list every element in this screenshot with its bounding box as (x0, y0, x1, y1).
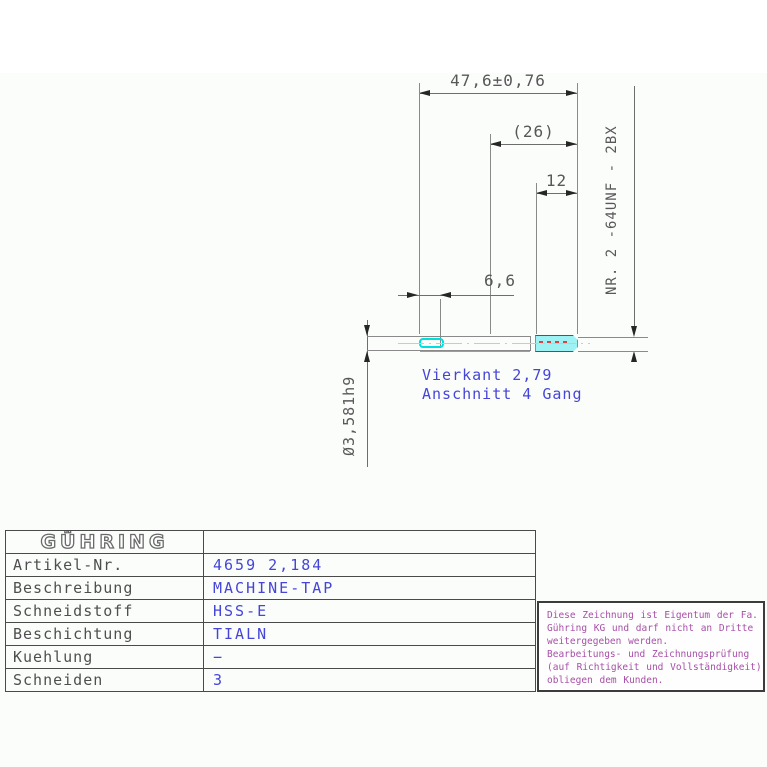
table-row (6, 646, 536, 669)
arrowhead-icon (407, 292, 418, 298)
tool-shank-outline-cyan (420, 351, 530, 352)
row-value: MACHINE-TAP (204, 577, 536, 600)
dim-overall-length-line (419, 93, 577, 94)
arrowhead-icon (631, 351, 637, 362)
table-row (6, 531, 536, 554)
table-row (6, 600, 536, 623)
disclaimer-line: (auf Richtigkeit und Vollständigkeit) (547, 662, 762, 674)
disclaimer-line: Bearbeitungs- und Zeichnungsprüfung (547, 649, 750, 661)
dim-neck-length-line (490, 144, 577, 145)
extension-line (419, 83, 420, 334)
dim-neck-length-text: (26) (512, 122, 555, 141)
extension-line (578, 337, 648, 338)
arrowhead-icon (536, 190, 547, 196)
table-row (6, 577, 536, 600)
arrowhead-icon (440, 292, 451, 298)
arrowhead-icon (490, 141, 501, 147)
row-value: 3 (204, 669, 536, 692)
row-label: Beschreibung (6, 577, 204, 600)
dim-shank-diameter-line (367, 320, 368, 467)
dim-thread-length-text: 12 (545, 171, 568, 190)
table-row (6, 623, 536, 646)
disclaimer-line: Diese Zeichnung ist Eigentum der Fa. (547, 610, 758, 621)
arrowhead-icon (566, 141, 577, 147)
logo-cell (6, 531, 204, 554)
guehring-logo: GÜHRING (40, 531, 169, 553)
row-value: 4659 2,184 (204, 554, 536, 577)
logo-cell-empty (204, 531, 536, 554)
table-row (6, 554, 536, 577)
thread-callout-line (634, 86, 635, 332)
arrowhead-icon (566, 190, 577, 196)
row-label: Schneiden (6, 669, 204, 692)
arrowhead-icon (419, 90, 430, 96)
arrowhead-icon (364, 325, 370, 336)
arrowhead-icon (631, 326, 637, 337)
thread-spec-text: NR. 2 -64UNF - 2BX (604, 125, 620, 295)
row-value: − (204, 646, 536, 669)
extension-line (536, 183, 537, 334)
arrowhead-icon (566, 90, 577, 96)
row-value: TIALN (204, 623, 536, 646)
disclaimer-box (537, 601, 765, 692)
tool-top-outline (367, 336, 530, 337)
extension-line (578, 351, 648, 352)
vierkant-annotation: Vierkant 2,79 (422, 366, 553, 384)
disclaimer-line: weitergegeben werden. (547, 636, 669, 648)
row-label: Beschichtung (6, 623, 204, 646)
row-label: Artikel-Nr. (6, 554, 204, 577)
row-value: HSS-E (204, 600, 536, 623)
extension-line (577, 83, 578, 334)
centerline (398, 343, 590, 344)
row-label: Schneidstoff (6, 600, 204, 623)
row-label: Kuehlung (6, 646, 204, 669)
arrowhead-icon (364, 351, 370, 362)
dim-square-length-text: 6,6 (484, 271, 516, 290)
disclaimer-line: obliegen dem Kunden. (547, 675, 664, 687)
table-row (6, 669, 536, 692)
dim-overall-length-text: 47,6±0,76 (450, 71, 546, 90)
disclaimer-line: Gühring KG und darf nicht an Dritte (547, 623, 754, 635)
extension-line (490, 134, 491, 334)
dim-shank-diameter-text: Ø3,581h9 (340, 375, 358, 457)
spec-table (5, 530, 536, 692)
anschnitt-annotation: Anschnitt 4 Gang (422, 385, 583, 403)
